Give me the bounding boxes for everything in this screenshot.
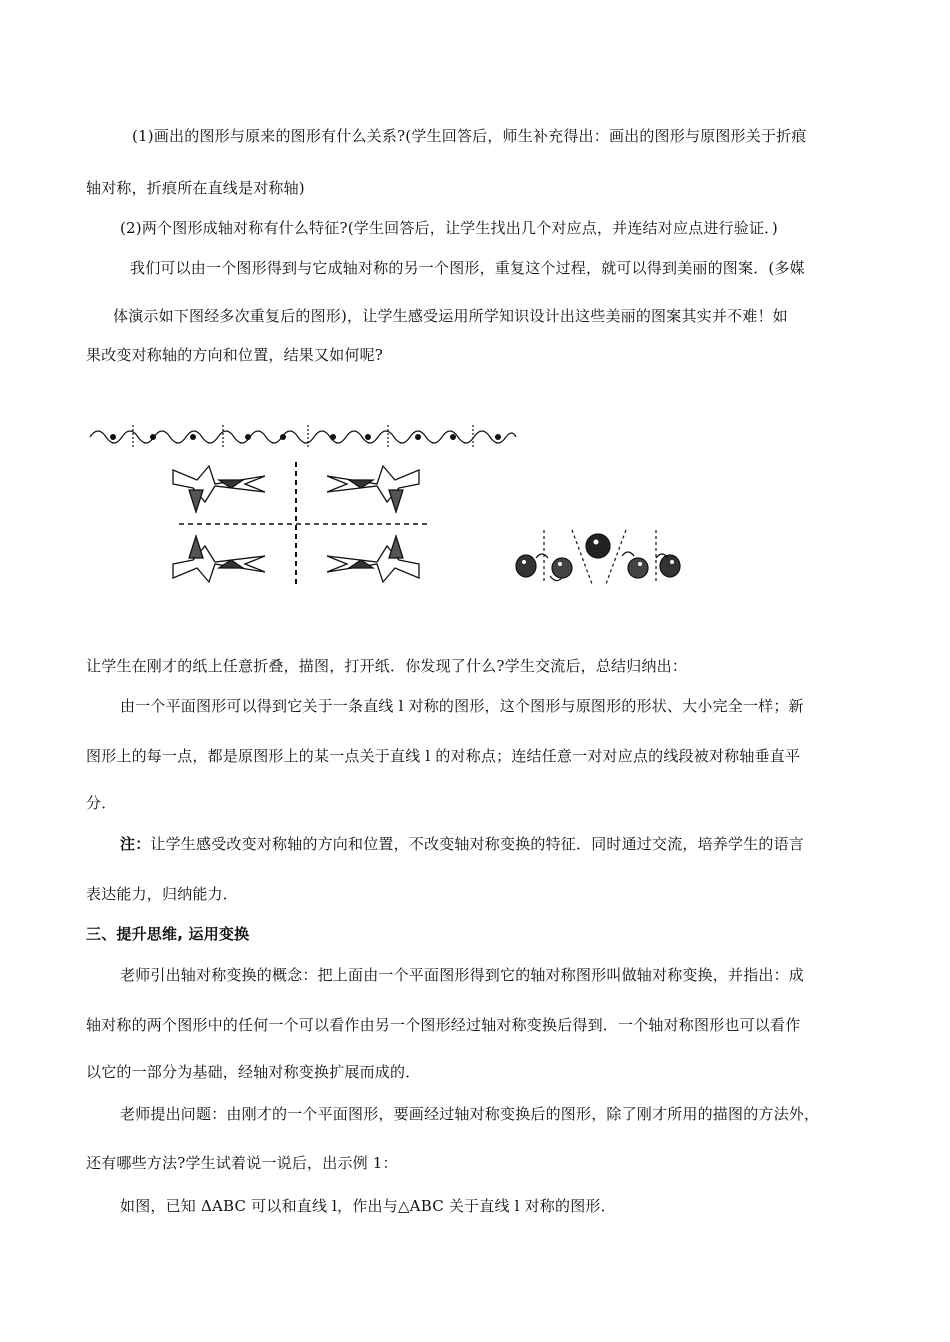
paragraph-2: (2)两个图形成轴对称有什么特征?(学生回答后，让学生找出几个对应点，并连结对应点进行验证．) xyxy=(120,219,778,237)
paragraph-6-line-1: 老师引出轴对称变换的概念：把上面由一个平面图形得到它的轴对称图形叫做轴对称变换，并指出：成 xyxy=(120,966,805,984)
paragraph-3-line-2: 体演示如下图经多次重复后的图形)，让学生感受运用所学知识设计出这些美丽的图案其实并不难！如 xyxy=(113,307,788,325)
paragraph-8: 如图，已知 ΔABC 可以和直线 l，作出与△ABC 关于直线 l 对称的图形． xyxy=(120,1197,616,1215)
paragraph-3-line-1: 我们可以由一个图形得到与它成轴对称的另一个图形，重复这个过程，就可以得到美丽的图案．(多媒 xyxy=(130,259,805,277)
note-line-2: 表达能力，归纳能力． xyxy=(86,885,239,903)
paragraph-5-line-3: 分． xyxy=(86,794,117,812)
fish-pattern-icon xyxy=(510,528,682,586)
paragraph-7-line-1: 老师提出问题：由刚才的一个平面图形，要画经过轴对称变换后的图形，除了刚才所用的描图的方法外， xyxy=(120,1105,820,1123)
paragraph-6-line-3: 以它的一部分为基础，经轴对称变换扩展而成的． xyxy=(86,1063,421,1081)
paragraph-7-line-2: 还有哪些方法?学生试着说一说后，出示例 1： xyxy=(86,1154,398,1172)
paragraph-4: 让学生在刚才的纸上任意折叠，描图，打开纸．你发现了什么?学生交流后，总结归纳出： xyxy=(86,657,688,675)
section-heading: 三、提升思维, 运用变换 xyxy=(86,925,250,943)
kite-pattern-icon xyxy=(165,462,435,586)
note-label: 注： xyxy=(120,835,151,853)
paragraph-5-line-2: 图形上的每一点，都是原图形上的某一点关于直线 l 的对称点；连结任意一对对应点的线段被对称轴垂直平 xyxy=(86,747,801,765)
paragraph-5-line-1: 由一个平面图形可以得到它关于一条直线 l 对称的图形，这个图形与原图形的形状、大小完全一样；新 xyxy=(120,697,804,715)
paragraph-1-line-2: 轴对称，折痕所在直线是对称轴) xyxy=(86,179,305,197)
paragraph-1-line-1: (1)画出的图形与原来的图形有什么关系?(学生回答后，师生补充得出：画出的图形与原图形关于折痕 xyxy=(132,127,807,145)
note-text: 让学生感受改变对称轴的方向和位置，不改变轴对称变换的特征．同时通过交流，培养学生的语言 xyxy=(150,835,805,853)
paragraph-6-line-2: 轴对称的两个图形中的任何一个可以看作由另一个图形经过轴对称变换后得到．一个轴对称图形也可以看作 xyxy=(86,1016,801,1034)
note-line-1 xyxy=(120,834,804,854)
paragraph-3-line-3: 果改变对称轴的方向和位置，结果又如何呢? xyxy=(86,346,384,364)
flower-border-icon xyxy=(88,423,518,451)
